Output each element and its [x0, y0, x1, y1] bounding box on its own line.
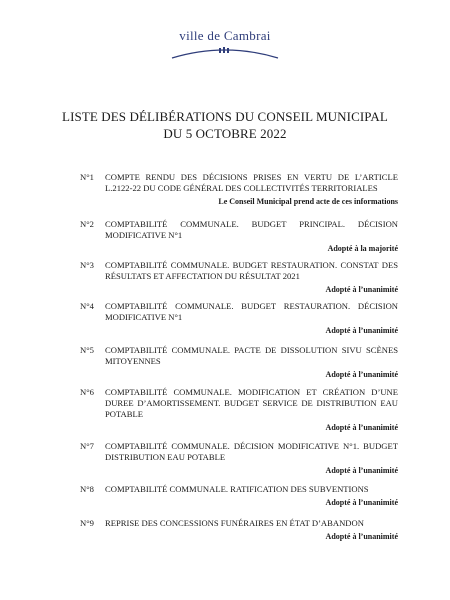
logo-text: ville de Cambrai	[179, 28, 271, 43]
item-text: COMPTABILITÉ COMMUNALE. BUDGET PRINCIPAL. DÉCISION MODIFICATIVE N°1	[105, 219, 398, 240]
city-logo	[0, 28, 450, 60]
deliberation-item-5	[80, 345, 398, 380]
item-text: COMPTABILITÉ COMMUNALE. DÉCISION MODIFICATIVE N°1. BUDGET DISTRIBUTION EAU POTABLE	[105, 441, 398, 462]
item-decision: Adopté à la majorité	[327, 244, 398, 253]
title-line-1: LISTE DES DÉLIBÉRATIONS DU CONSEIL MUNICIPAL	[62, 109, 388, 124]
item-text: COMPTABILITÉ COMMUNALE. MODIFICATION ET CRÉATION D’UNE DUREE D’AMORTISSEMENT. BUDGET SERVICE DE DISTRIBUTION EAU POTABLE	[105, 387, 398, 419]
deliberation-item-6	[80, 387, 398, 433]
item-number: N°8	[80, 484, 94, 494]
item-text: REPRISE DES CONCESSIONS FUNÉRAIRES EN ÉTAT D’ABANDON	[105, 518, 364, 528]
title-line-2: DU 5 OCTOBRE 2022	[163, 126, 287, 141]
deliberation-item-4	[80, 301, 398, 336]
deliberation-item-1	[80, 172, 398, 207]
item-decision: Adopté à l’unanimité	[325, 423, 398, 432]
item-number: N°6	[80, 387, 94, 397]
item-text: COMPTABILITÉ COMMUNALE. BUDGET RESTAURATION. DÉCISION MODIFICATIVE N°1	[105, 301, 398, 322]
item-text: COMPTABILITÉ COMMUNALE. PACTE DE DISSOLUTION SIVU SCÈNES MITOYENNES	[105, 345, 398, 366]
item-number: N°9	[80, 518, 94, 528]
item-decision: Adopté à l’unanimité	[325, 466, 398, 475]
item-text: COMPTABILITÉ COMMUNALE. RATIFICATION DES SUBVENTIONS	[105, 484, 369, 494]
item-decision: Adopté à l’unanimité	[325, 285, 398, 294]
item-decision: Adopté à l’unanimité	[325, 532, 398, 541]
item-number: N°4	[80, 301, 94, 311]
deliberation-item-8	[80, 484, 398, 508]
item-text: COMPTABILITÉ COMMUNALE. BUDGET RESTAURATION. CONSTAT DES RÉSULTATS ET AFFECTATION DU RÉSULTAT 2021	[105, 260, 398, 281]
deliberation-item-2	[80, 219, 398, 254]
item-text: COMPTE RENDU DES DÉCISIONS PRISES EN VERTU DE L’ARTICLE L.2122-22 DU CODE GÉNÉRAL DES COLLECTIVITÉS TERRITORIALES	[105, 172, 398, 193]
item-decision: Adopté à l’unanimité	[325, 370, 398, 379]
deliberation-item-9	[80, 518, 398, 542]
skyline-arc-icon	[170, 44, 280, 60]
item-number: N°7	[80, 441, 94, 451]
deliberation-item-7	[80, 441, 398, 476]
item-number: N°3	[80, 260, 94, 270]
item-decision: Le Conseil Municipal prend acte de ces informations	[218, 197, 398, 206]
item-decision: Adopté à l’unanimité	[325, 326, 398, 335]
deliberation-item-3	[80, 260, 398, 295]
item-decision: Adopté à l’unanimité	[325, 498, 398, 507]
item-number: N°1	[80, 172, 94, 182]
item-number: N°5	[80, 345, 94, 355]
page-title	[40, 108, 410, 142]
item-number: N°2	[80, 219, 94, 229]
